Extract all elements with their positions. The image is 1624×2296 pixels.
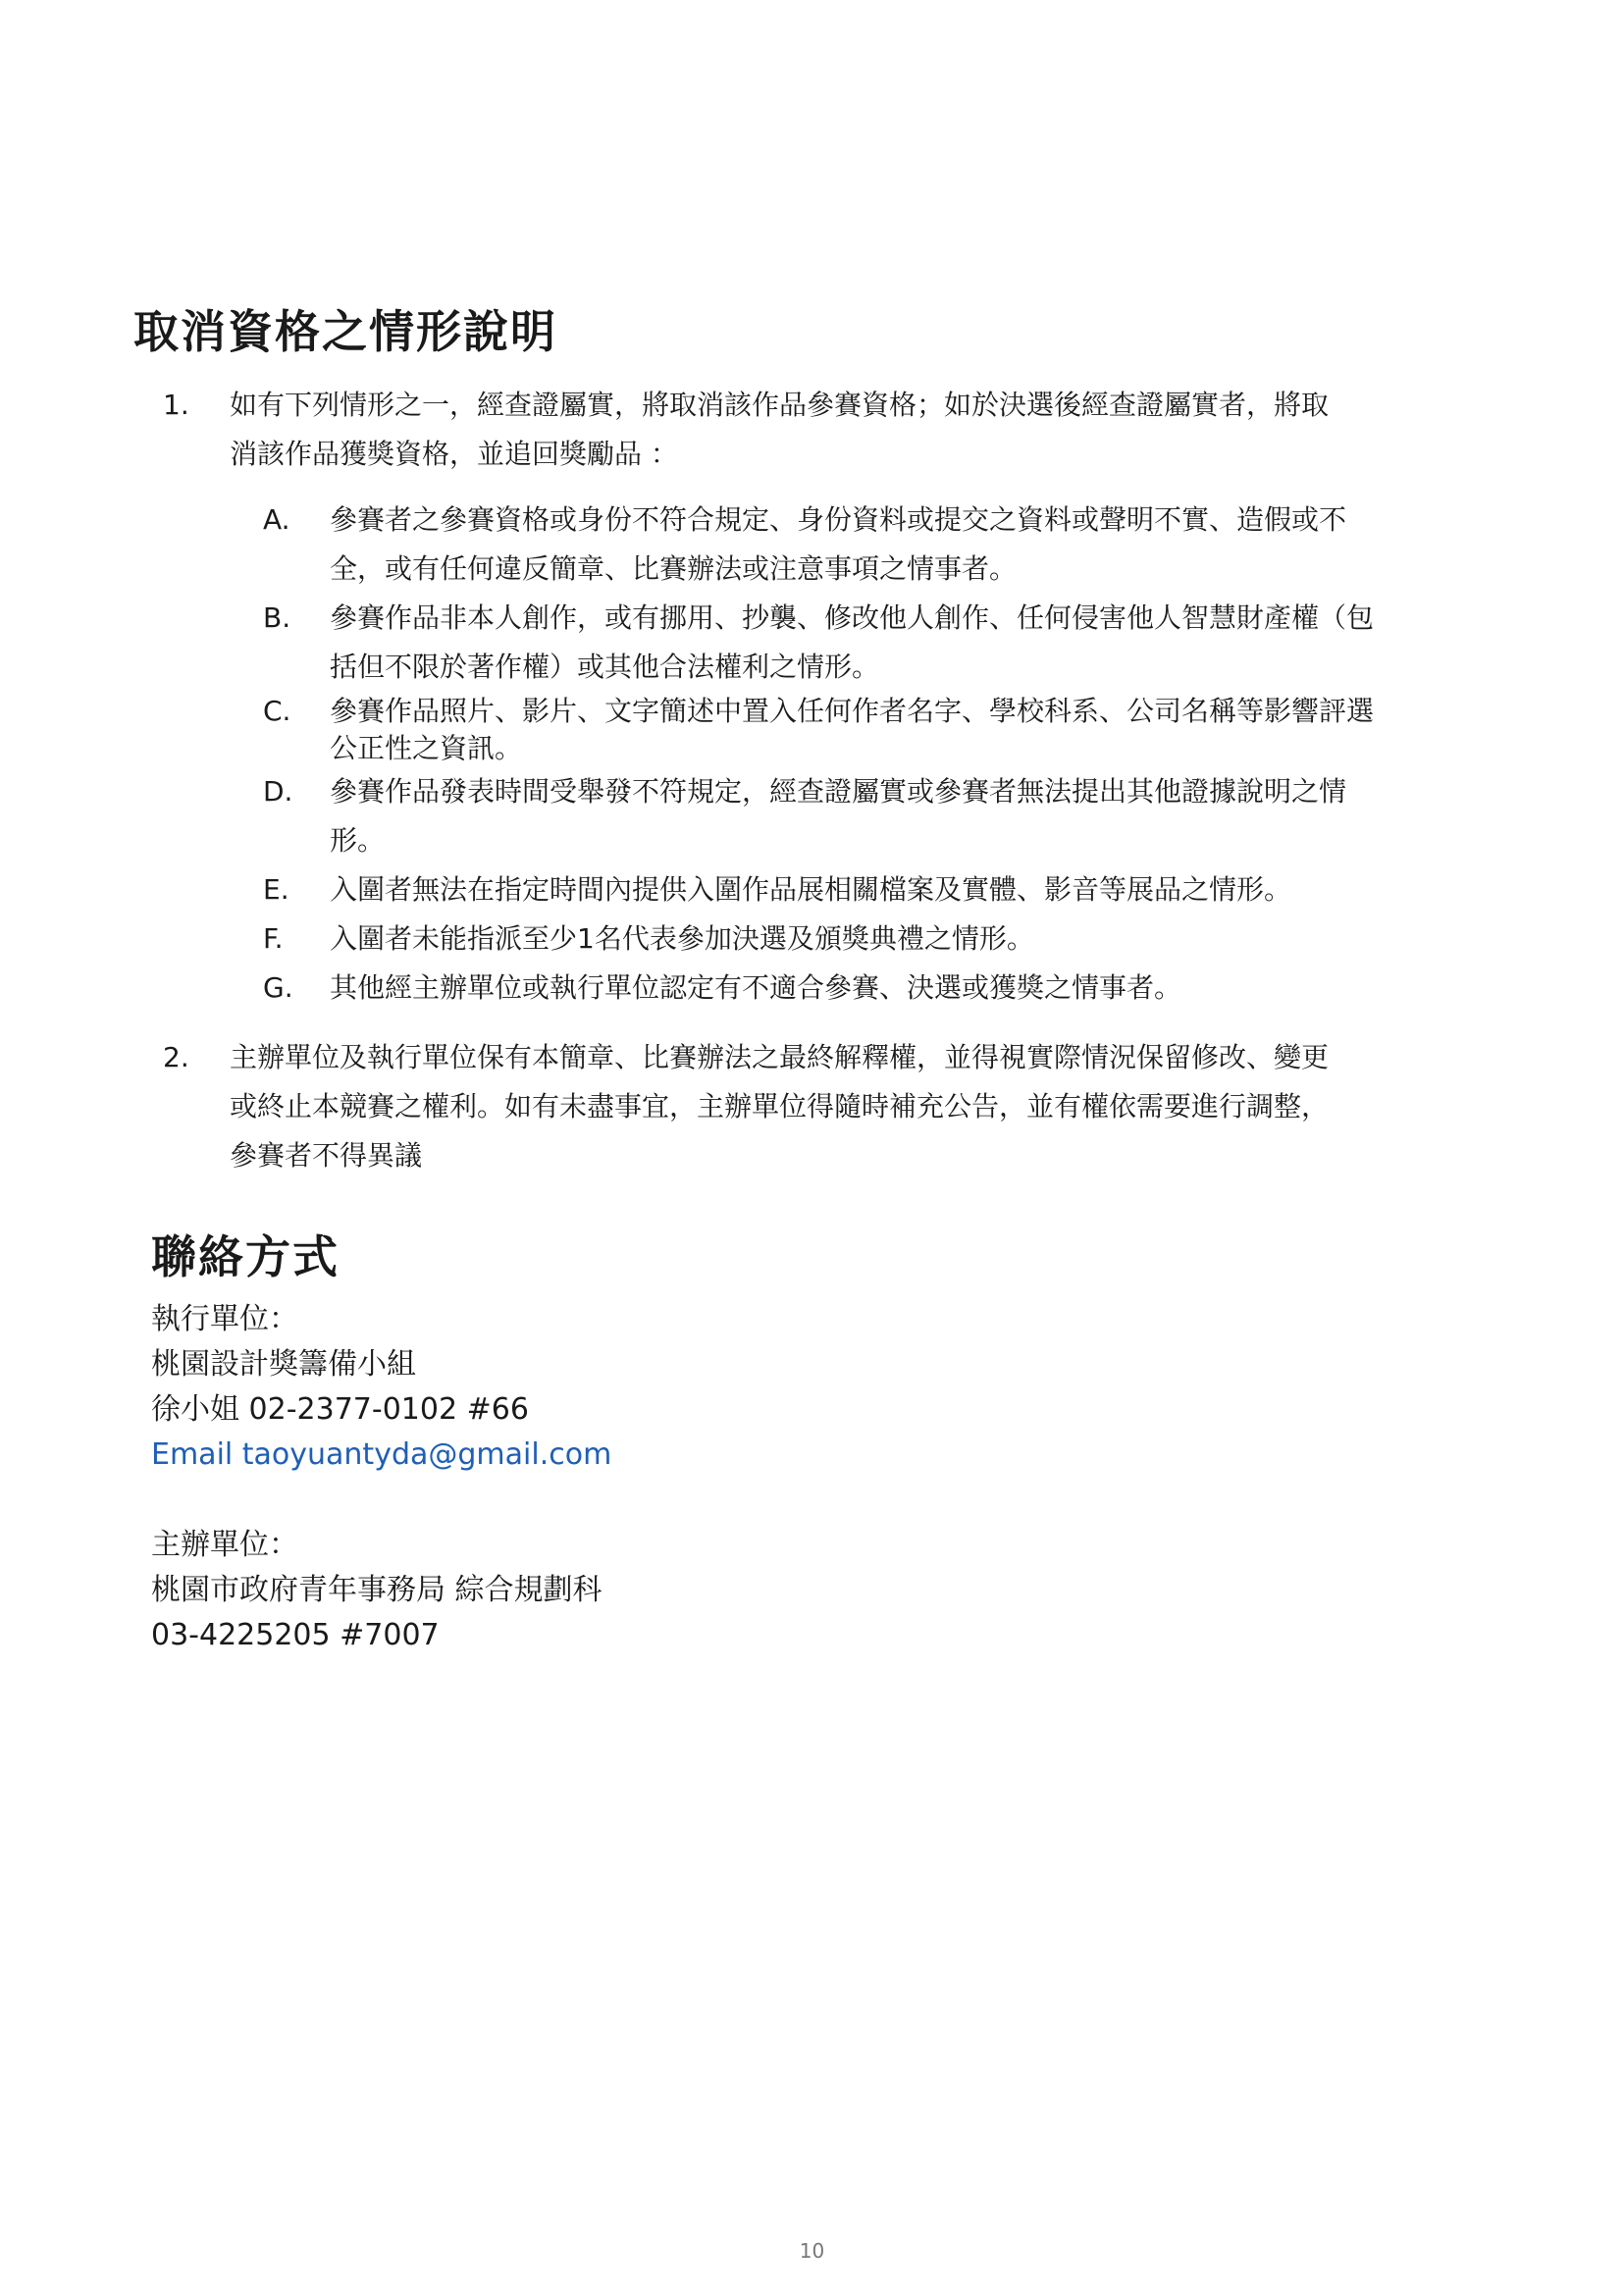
sub-list-letter: B.: [263, 601, 291, 634]
sub-list-letter: D.: [263, 775, 293, 808]
host-unit-phone: 03-4225205 #7007: [151, 1618, 440, 1652]
sub-list-text-line: 其他經主辦單位或執行單位認定有不適合參賽、決選或獲獎之情事者。: [330, 971, 1182, 1004]
list-text-line: 消該作品獲獎資格，並追回獎勵品 ：: [230, 438, 678, 470]
list-text-line: 或終止本競賽之權利。如有未盡事宜，主辦單位得隨時補充公告，並有權依需要進行調整，: [230, 1090, 1330, 1122]
list-item: [163, 381, 1488, 479]
host-unit-name: 桃園市政府青年事務局 綜合規劃科: [151, 1573, 602, 1607]
sub-list-letter: G.: [263, 971, 293, 1004]
list-text-line: 如有下列情形之一，經查證屬實，將取消該作品參賽資格；如於決選後經查證屬實者，將取: [230, 389, 1330, 421]
list-number: 2.: [163, 1041, 189, 1073]
sub-list-text-line: 入圍者未能指派至少1名代表參加決選及頒獎典禮之情形。: [330, 922, 1034, 955]
sub-list-text-line: 全，或有任何違反簡章、比賽辦法或注意事項之情事者。: [330, 552, 1018, 585]
sub-list-letter: A.: [263, 503, 290, 536]
exec-unit-name: 桃園設計獎籌備小組: [151, 1347, 416, 1382]
sub-list-text-line: 參賽作品照片、影片、文字簡述中置入任何作者名字、學校科系、公司名稱等影響評選: [330, 695, 1375, 727]
sub-list-text-line: 公正性之資訊。: [330, 732, 523, 764]
exec-unit-contact: 徐小姐 02-2377-0102 #66: [151, 1392, 529, 1427]
sub-list-text-line: 入圍者無法在指定時間內提供入圍作品展相關檔案及實體、影音等展品之情形。: [330, 873, 1292, 906]
sub-list-text-line: 參賽作品非本人創作，或有挪用、抄襲、修改他人創作、任何侵害他人智慧財產權（包: [330, 601, 1375, 634]
section-title-contact: 聯絡方式: [151, 1230, 340, 1283]
list-text-line: 主辦單位及執行單位保有本簡章、比賽辦法之最終解釋權，並得視實際情況保留修改、變更: [230, 1041, 1330, 1073]
sub-list-text-line: 參賽者之參賽資格或身份不符合規定、身份資料或提交之資料或聲明不實、造假或不: [330, 503, 1347, 536]
list-text-line: 參賽者不得異議: [230, 1139, 423, 1172]
section-title-disqualification: 取消資格之情形說明: [133, 305, 557, 358]
email-link[interactable]: Email taoyuantyda@gmail.com: [151, 1437, 612, 1472]
sub-list-text-line: 參賽作品發表時間受舉發不符規定，經查證屬實或參賽者無法提出其他證據說明之情: [330, 775, 1347, 808]
sub-list-text-line: 括但不限於著作權）或其他合法權利之情形。: [330, 651, 880, 683]
exec-unit-label: 執行單位：: [151, 1302, 298, 1336]
sub-list-letter: F.: [263, 922, 284, 955]
sub-list-text-line: 形。: [330, 824, 386, 857]
sub-list-letter: C.: [263, 695, 291, 727]
host-unit-label: 主辦單位：: [151, 1528, 298, 1562]
list-number: 1.: [163, 389, 189, 421]
page-number: 10: [799, 2239, 825, 2263]
sub-list-letter: E.: [263, 873, 289, 906]
